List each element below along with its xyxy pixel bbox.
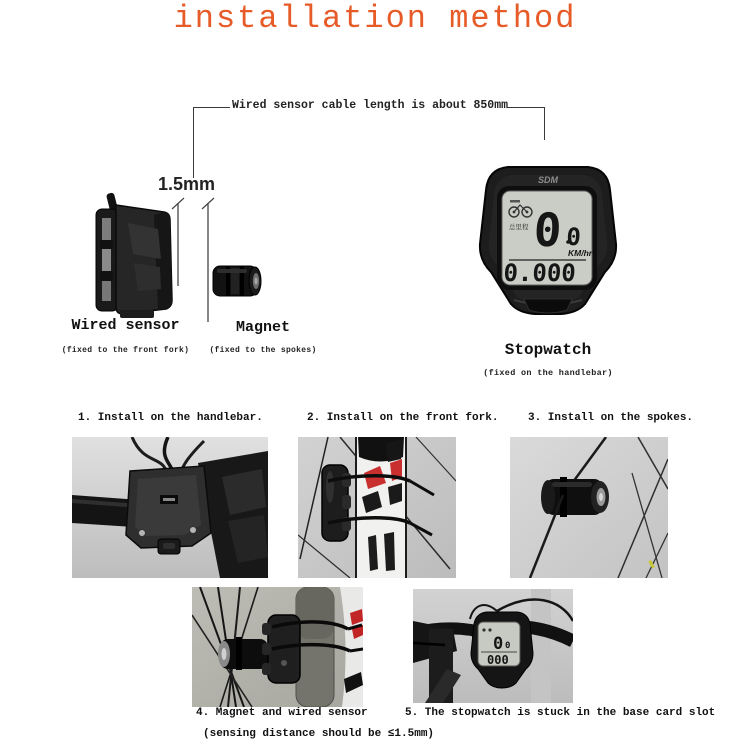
photo-step3-spokes <box>510 437 668 578</box>
magnet-illustration <box>213 266 261 296</box>
mini-lcd-speed-sub: 0 <box>505 641 511 651</box>
wired-sensor-illustration <box>96 192 172 318</box>
wired-sensor-note: (fixed to the front fork) <box>61 346 190 355</box>
magnet-label: Magnet <box>235 319 290 336</box>
callout-line-right-h <box>507 107 545 108</box>
magnet-note: (fixed to the spokes) <box>209 346 317 355</box>
wired-sensor-label: Wired sensor <box>71 317 180 334</box>
lcd-odometer: 0.000 <box>502 259 577 287</box>
stopwatch-label: Stopwatch <box>504 341 592 359</box>
mini-lcd-odometer: 000 <box>487 653 509 667</box>
photo-step2-front-fork <box>298 437 456 578</box>
lcd-unit: KM/hr <box>568 248 593 258</box>
photo-step1-handlebar <box>72 437 268 578</box>
step1-label: 1. Install on the handlebar. <box>78 412 263 424</box>
gap-distance-label: 1.5mm <box>158 174 216 194</box>
brand-logo: SDM <box>538 175 558 185</box>
stopwatch-illustration <box>464 150 632 334</box>
mini-lcd-speed: 0 <box>493 634 504 654</box>
stopwatch-note: (fixed on the handlebar) <box>483 368 613 378</box>
step4-label: 4. Magnet and wired sensor <box>196 707 368 719</box>
callout-line-right-v <box>544 107 545 140</box>
step3-label: 3. Install on the spokes. <box>528 412 694 424</box>
lcd-speed-main: 0 <box>532 203 563 257</box>
step5-label: 5. The stopwatch is stuck in the base card slot <box>405 707 716 719</box>
cable-length-note: Wired sensor cable length is about 850mm <box>231 99 509 112</box>
callout-line-left-h <box>193 107 230 108</box>
lcd-speed-sub: 0 <box>565 223 582 251</box>
sensor-magnet-diagram <box>60 150 310 325</box>
step4-note: (sensing distance should be ≤1.5mm) <box>203 728 435 740</box>
lcd-mode-label: 总里程 <box>509 224 529 231</box>
step2-label: 2. Install on the front fork. <box>307 412 499 424</box>
page-title: installation method <box>173 0 577 37</box>
photo-step4-magnet-sensor <box>192 587 363 707</box>
photo-step5-mounted-stopwatch <box>413 589 573 703</box>
